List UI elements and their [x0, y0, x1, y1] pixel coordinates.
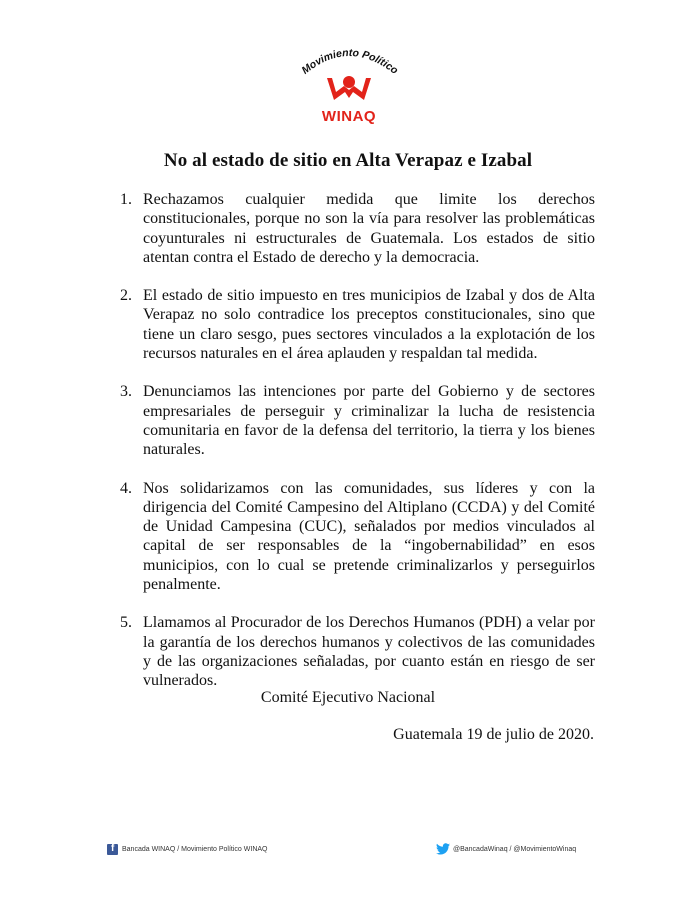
item-text: Nos solidarizamos con las comunidades, sus líderes y con la dirigencia del Comité Campesino del Altiplano (CCDA) y del Comité de Unidad Campesina (CUC), señalados por medios vinculados al capital de ser responsables de la “ingobernabilidad” en esos municipios, con lo cual se pretende criminalizarlos y perseguirlos penalmente.	[143, 479, 595, 594]
item-number: 4.	[120, 479, 132, 497]
list-item	[120, 286, 595, 363]
winaq-logo	[289, 42, 409, 127]
item-number: 1.	[120, 191, 132, 208]
logo-brand: WINAQ	[321, 108, 377, 125]
footer-facebook-text: Bancada WINAQ / Movimiento Político WINAQ	[122, 846, 268, 853]
list-item	[120, 190, 595, 267]
list-item	[120, 479, 595, 595]
item-number: 3.	[120, 383, 132, 401]
item-text: Denunciamos las intenciones por parte del Gobierno y de sectores empresariales de perseguir y criminalizar la lucha de resistencia comunitaria en favor de la defensa del territorio, la tierra y los bienes naturales.	[143, 383, 595, 459]
item-text: El estado de sitio impuesto en tres municipios de Izabal y dos de Alta Verapaz no solo contradice los preceptos constitucionales, sino que tiene un claro sesgo, pues sectores vinculados a la explotación de los recursos naturales en el área aplauden y respaldan tal medida.	[143, 287, 595, 363]
logo-figure-head	[343, 76, 355, 88]
footer-twitter-text: @BancadaWinaq / @MovimientoWinaq	[453, 846, 577, 853]
facebook-icon[interactable]: f	[107, 844, 118, 855]
document-title: No al estado de sitio en Alta Verapaz e Izabal	[163, 150, 533, 171]
signer: Comité Ejecutivo Nacional	[260, 689, 436, 706]
twitter-icon[interactable]	[436, 843, 450, 855]
item-text: Llamamos al Procurador de los Derechos Humanos (PDH) a velar por la garantía de los derechos humanos y colectivos de las comunidades y de las organizaciones señaladas, por cuanto están en riesgo de ser vulnerados.	[143, 614, 595, 690]
item-number: 2.	[120, 287, 132, 305]
item-text: Rechazamos cualquier medida que limite los derechos constitucionales, porque no son la vía para resolver las problemáticas coyunturales ni estructurales de Guatemala. Los estados de sitio atentan contra el Estado de derecho y la democracia.	[143, 191, 595, 266]
item-number: 5.	[120, 614, 132, 632]
list-item	[120, 613, 595, 690]
logo-arc-text: Movimiento Político	[299, 46, 401, 77]
document-date: Guatemala 19 de julio de 2020.	[393, 726, 594, 743]
list-item	[120, 382, 595, 459]
statement-list	[120, 190, 595, 691]
